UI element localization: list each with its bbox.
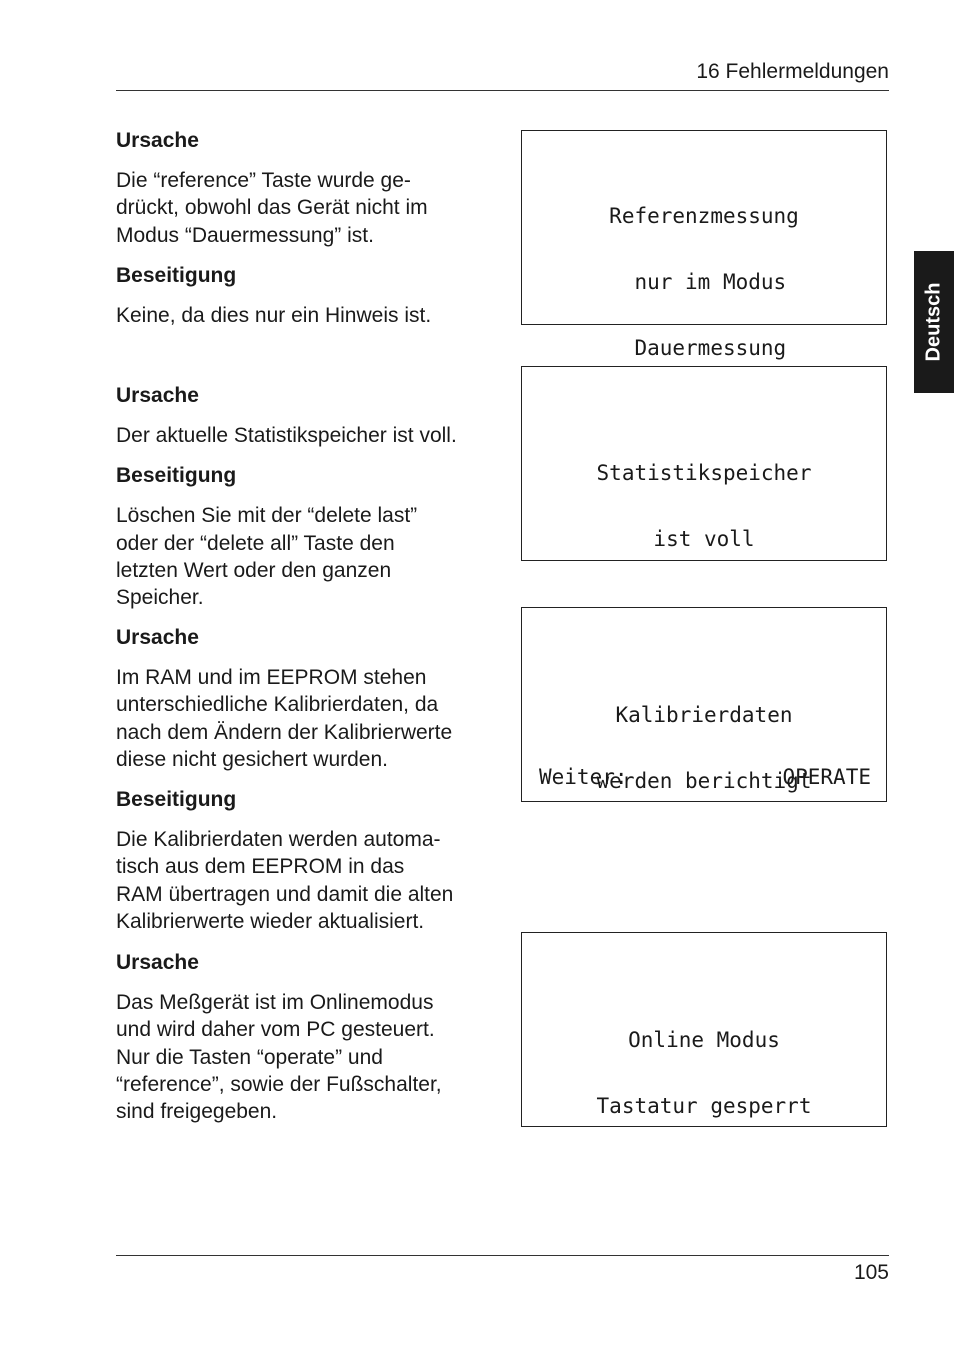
entry-1-text <box>116 127 496 329</box>
fix-text: Die Kalibrierdaten werden automa- tisch aus dem EEPROM in das RAM übertragen und damit die alten Kalibrierwerte wieder aktualisiert. <box>116 828 454 934</box>
display-statistics-full <box>521 366 887 561</box>
section-title: 16 Fehlermeldungen <box>696 60 889 83</box>
cause-heading: Ursache <box>116 129 199 152</box>
display-online-mode <box>521 932 887 1127</box>
display-message: Statistikspeicher ist voll <box>596 461 812 551</box>
page-number: 105 <box>853 1261 889 1284</box>
cause-text: Die “reference” Taste wurde ge- drückt, obwohl das Gerät nicht im Modus “Dauermessung” ist. <box>116 169 428 247</box>
fix-heading: Beseitigung <box>116 464 237 488</box>
cause-text: Das Meßgerät ist im Onlinemodus und wird daher vom PC gesteuert. Nur die Tasten “operate” und “reference”, sowie der Fußschalter, sind freigegeben. <box>116 991 442 1124</box>
cause-heading: Ursache <box>116 951 199 974</box>
language-tab-label: Deutsch <box>922 282 945 362</box>
fix-heading: Beseitigung <box>116 788 237 812</box>
fix-heading: Beseitigung <box>116 263 237 287</box>
display-continue-label: Weiter: <box>539 765 628 789</box>
display-message: Referenzmessung nur im Modus Dauermessung <box>609 204 799 360</box>
display-calibration-data <box>521 607 887 802</box>
display-message: Online Modus Tastatur gesperrt <box>596 1028 812 1118</box>
header-rule <box>116 90 889 91</box>
fix-text: Keine, da dies nur ein Hinweis ist. <box>116 303 432 327</box>
entry-4-text <box>116 949 496 1125</box>
display-reference-mode <box>521 130 887 360</box>
display-message: Kalibrierdaten werden berichtigt <box>596 703 812 793</box>
cause-text: Der aktuelle Statistikspeicher ist voll. <box>116 424 457 447</box>
cause-heading: Ursache <box>116 626 199 649</box>
cause-text: Im RAM und im EEPROM stehen unterschiedliche Kalibrierdaten, da nach dem Ändern der Kalibrierwerte diese nicht gesichert wurden. <box>116 666 453 771</box>
entry-3-text <box>116 624 496 935</box>
cause-heading: Ursache <box>116 384 199 407</box>
display-operate-key: OPERATE <box>782 765 871 789</box>
entry-2-text <box>116 382 496 611</box>
fix-text: Löschen Sie mit der “delete last” oder der “delete all” Taste den letzten Wert oder den ganzen Speicher. <box>116 504 418 610</box>
footer-rule <box>116 1255 889 1256</box>
language-tab <box>914 251 954 393</box>
